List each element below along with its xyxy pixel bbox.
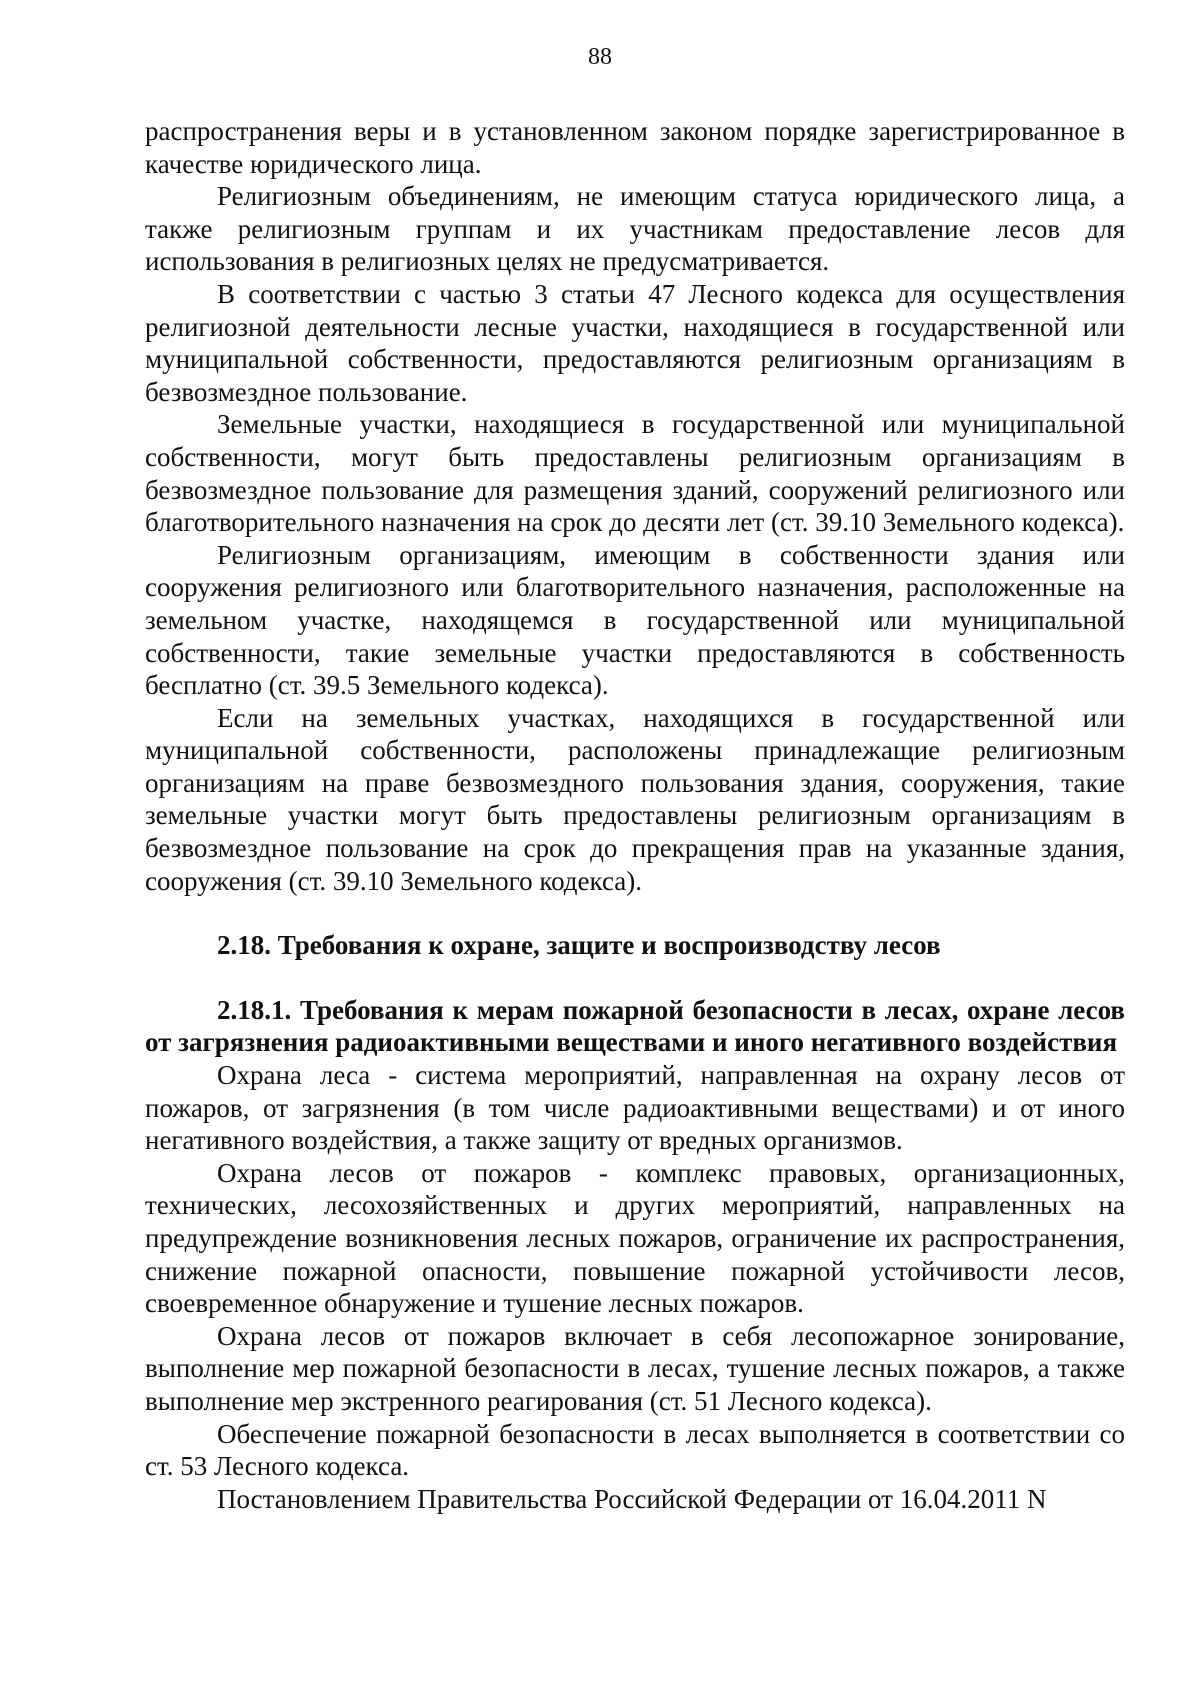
paragraph: Земельные участки, находящиеся в государственной или муниципальной собственности, могут быть предоставлены религиозным организациям в безвозмездное пользование для размещения зданий, сооружений религиозного или благотворительного назначения на срок до десяти лет (ст. 39.10 Земельного кодекса). [145, 409, 1125, 538]
paragraph: В соответствии с частью 3 статьи 47 Лесного кодекса для осуществления религиозной деятельности лесные участки, находящиеся в государственной или муниципальной собственности, предоставляются религиозным организациям в безвозмездное пользование. [145, 278, 1125, 407]
paragraph: Охрана леса - система мероприятий, направленная на охрану лесов от пожаров, от загрязнения (в том числе радиоактивными веществами) и от иного негативного воздействия, а также защиту от вредных организмов. [145, 1060, 1125, 1156]
document-body [145, 115, 1125, 1515]
page-number: 88 [588, 44, 612, 70]
subsection-heading: 2.18.1. Требования к мерам пожарной безопасности в лесах, охране лесов от загрязнения радиоактивными веществами и иного негативного воздействия [145, 994, 1125, 1058]
paragraph: Охрана лесов от пожаров включает в себя лесопожарное зонирование, выполнение мер пожарной безопасности в лесах, тушение лесных пожаров, а также выполнение мер экстренного реагирования (ст. 51 Лесного кодекса). [145, 1320, 1125, 1416]
section-heading: 2.18. Требования к охране, защите и воспроизводству лесов [217, 930, 941, 961]
paragraph: Религиозным объединениям, не имеющим статуса юридического лица, а также религиозным группам и их участникам предоставление лесов для использования в религиозных целях не предусматривается. [145, 181, 1125, 277]
paragraph: Обеспечение пожарной безопасности в лесах выполняется в соответствии со ст. 53 Лесного кодекса. [145, 1418, 1125, 1482]
paragraph: Если на земельных участках, находящихся в государственной или муниципальной собственности, расположены принадлежащие религиозным организациям на праве безвозмездного пользования здания, сооружения, такие земельные участки могут быть предоставлены религиозным организациям в безвозмездное пользование на срок до прекращения прав на указанные здания, сооружения (ст. 39.10 Земельного кодекса). [145, 702, 1125, 896]
paragraph: Религиозным организациям, имеющим в собственности здания или сооружения религиозного или благотворительного назначения, расположенные на земельном участке, находящемся в государственной или муниципальной собственности, такие земельные участки предоставляются в собственность бесплатно (ст. 39.5 Земельного кодекса). [145, 539, 1125, 701]
paragraph: распространения веры и в установленном законом порядке зарегистрированное в качестве юридического лица. [145, 116, 1125, 179]
paragraph: Охрана лесов от пожаров - комплекс правовых, организационных, технических, лесохозяйственных и других мероприятий, направленных на предупреждение возникновения лесных пожаров, ограничение их распространения, снижение пожарной опасности, повышение пожарной устойчивости лесов, своевременное обнаружение и тушение лесных пожаров. [145, 1157, 1125, 1319]
paragraph: Постановлением Правительства Российской Федерации от 16.04.2011 N [217, 1483, 1047, 1514]
